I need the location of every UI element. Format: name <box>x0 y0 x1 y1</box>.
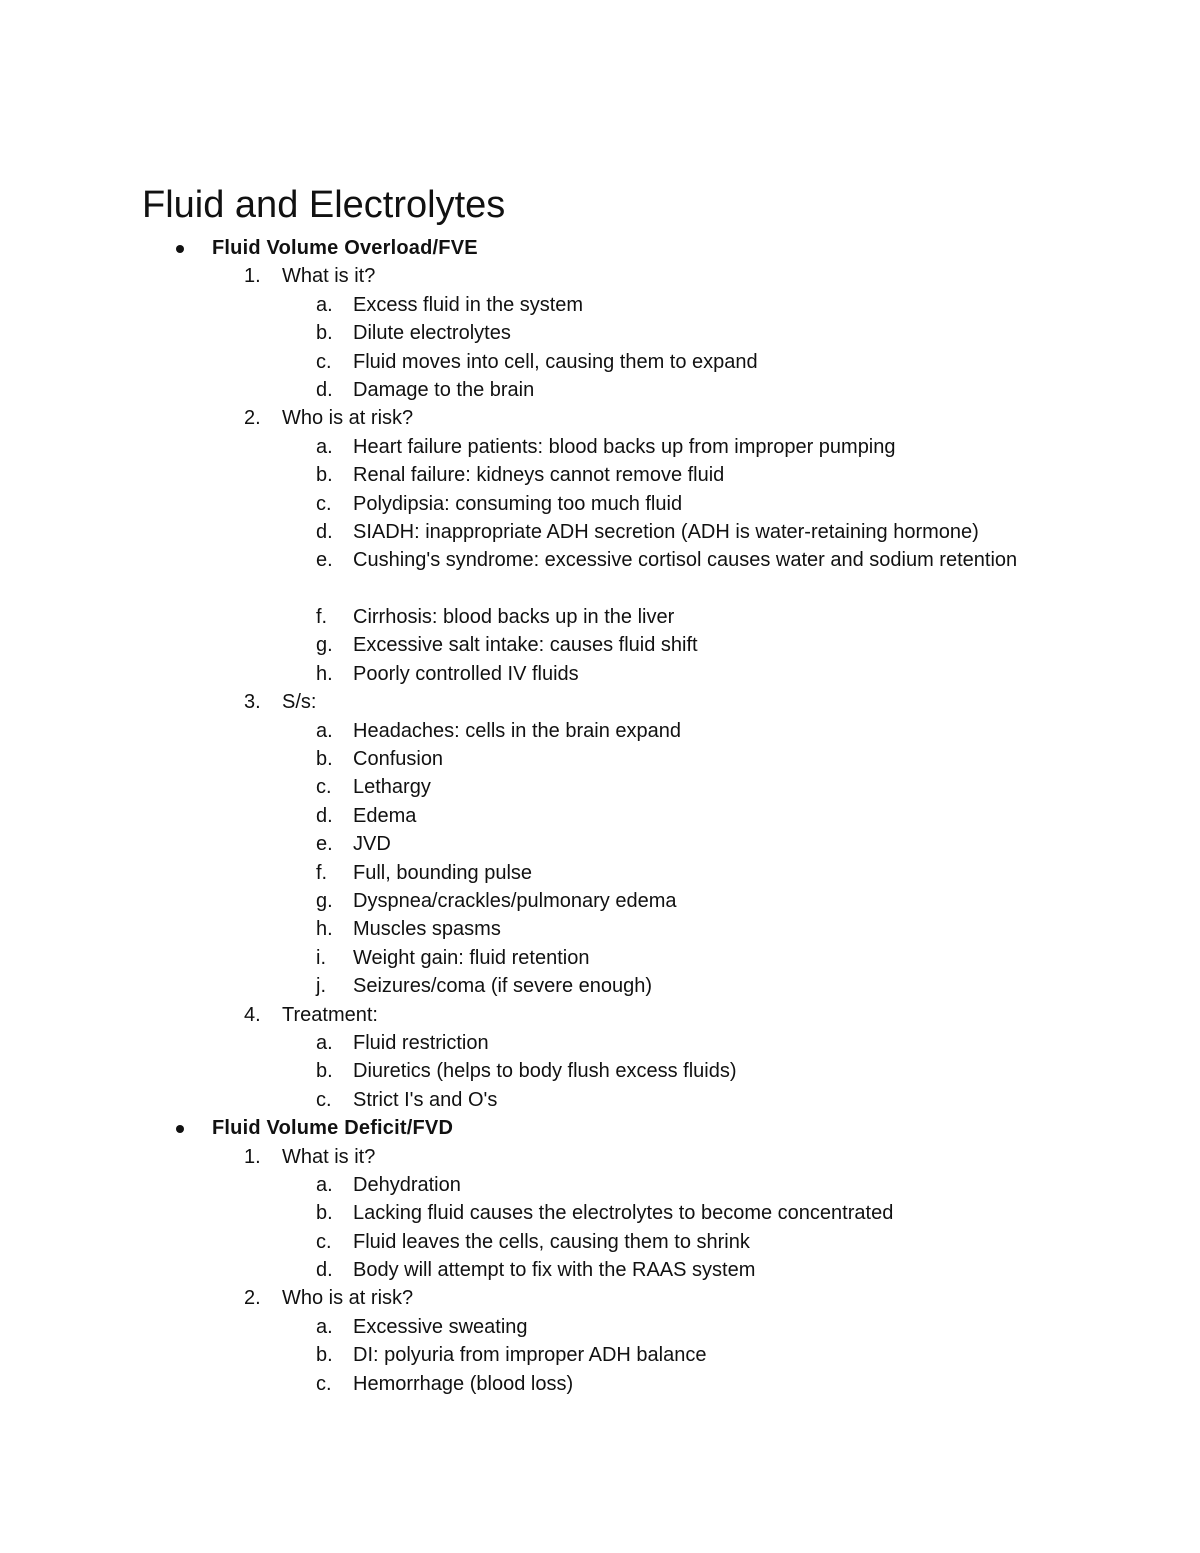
subitem-text: Dilute electrolytes <box>353 322 511 345</box>
subitem-letter: c. <box>316 1372 332 1395</box>
item-number: 1. <box>244 1145 261 1168</box>
lettered-subitem <box>0 1086 1200 1114</box>
subitem-letter: d. <box>316 520 333 543</box>
bullet-dot-icon <box>176 1125 184 1133</box>
subitem-letter: b. <box>316 748 333 771</box>
subitem-text: Renal failure: kidneys cannot remove fluid <box>353 464 725 487</box>
subitem-letter: c. <box>316 492 332 515</box>
item-label: Who is at risk? <box>282 407 414 430</box>
item-label: Treatment: <box>282 1003 378 1026</box>
subitem-letter: c. <box>316 1230 332 1253</box>
lettered-subitem <box>0 1171 1200 1199</box>
item-label: What is it? <box>282 1145 376 1168</box>
lettered-subitem <box>0 376 1200 404</box>
numbered-item <box>0 262 1200 290</box>
subitem-letter: e. <box>316 833 333 856</box>
lettered-subitem <box>0 1256 1200 1284</box>
subitem-text: Excessive salt intake: causes fluid shift <box>353 634 698 657</box>
subitem-text: Weight gain: fluid retention <box>353 946 590 969</box>
subitem-letter: a. <box>316 1173 333 1196</box>
lettered-subitem <box>0 972 1200 1000</box>
subitem-letter: d. <box>316 804 333 827</box>
subitem-letter: e. <box>316 549 333 572</box>
subitem-text: Polydipsia: consuming too much fluid <box>353 492 683 515</box>
subitem-text: SIADH: inappropriate ADH secretion (ADH is water-retaining hormone) <box>353 520 979 543</box>
subitem-text: Headaches: cells in the brain expand <box>353 719 681 742</box>
item-number: 1. <box>244 265 261 288</box>
lettered-subitem <box>0 1228 1200 1256</box>
lettered-subitem <box>0 490 1200 518</box>
subitem-letter: f. <box>316 861 328 884</box>
subitem-text: Excess fluid in the system <box>353 293 584 316</box>
subitem-letter: h. <box>316 918 333 941</box>
subitem-letter: f. <box>316 606 328 629</box>
subitem-letter: a. <box>316 1315 333 1338</box>
item-label: What is it? <box>282 265 376 288</box>
subitem-letter: c. <box>316 776 332 799</box>
subitem-letter: d. <box>316 1259 333 1282</box>
lettered-subitem <box>0 1057 1200 1085</box>
subitem-letter: a. <box>316 719 333 742</box>
lettered-subitem <box>0 631 1200 659</box>
subitem-letter: b. <box>316 1060 333 1083</box>
subitem-letter: a. <box>316 1031 333 1054</box>
subitem-text: DI: polyuria from improper ADH balance <box>353 1344 707 1367</box>
subitem-text: Diuretics (helps to body flush excess fluids) <box>353 1060 737 1083</box>
subitem-text: Confusion <box>353 748 444 771</box>
subitem-letter: b. <box>316 322 333 345</box>
lettered-subitem <box>0 433 1200 461</box>
subitem-letter: j. <box>316 975 326 998</box>
bullet-dot-icon <box>176 245 184 253</box>
lettered-subitem <box>0 859 1200 887</box>
subitem-letter: g. <box>316 634 333 657</box>
item-label: S/s: <box>282 691 317 714</box>
document-title: Fluid and Electrolytes <box>142 184 506 226</box>
lettered-subitem <box>0 546 1200 603</box>
lettered-subitem <box>0 887 1200 915</box>
item-number: 4. <box>244 1003 261 1026</box>
section-heading: Fluid Volume Deficit/FVD <box>212 1117 454 1140</box>
subitem-text: Hemorrhage (blood loss) <box>353 1372 574 1395</box>
subitem-text: Excessive sweating <box>353 1315 528 1338</box>
lettered-subitem <box>0 717 1200 745</box>
subitem-letter: c. <box>316 350 332 373</box>
lettered-subitem <box>0 745 1200 773</box>
subitem-text: Heart failure patients: blood backs up from improper pumping <box>353 435 896 458</box>
subitem-text: Fluid moves into cell, causing them to expand <box>353 350 758 373</box>
lettered-subitem <box>0 1313 1200 1341</box>
item-number: 2. <box>244 1287 261 1310</box>
section-heading-row <box>0 1114 1200 1142</box>
subitem-text: Full, bounding pulse <box>353 861 533 884</box>
lettered-subitem <box>0 944 1200 972</box>
subitem-letter: b. <box>316 1344 333 1367</box>
subitem-text: Fluid leaves the cells, causing them to shrink <box>353 1230 750 1253</box>
subitem-text: Fluid restriction <box>353 1031 489 1054</box>
subitem-letter: b. <box>316 464 333 487</box>
lettered-subitem <box>0 802 1200 830</box>
document-outline <box>0 234 1200 1398</box>
lettered-subitem <box>0 603 1200 631</box>
lettered-subitem <box>0 830 1200 858</box>
lettered-subitem <box>0 348 1200 376</box>
subitem-text: Body will attempt to fix with the RAAS system <box>353 1259 756 1282</box>
subitem-text: Strict I's and O's <box>353 1088 498 1111</box>
section-heading-row <box>0 234 1200 262</box>
subitem-letter: d. <box>316 378 333 401</box>
subitem-text: Edema <box>353 804 417 827</box>
subitem-letter: a. <box>316 293 333 316</box>
lettered-subitem <box>0 915 1200 943</box>
subitem-text: Dyspnea/crackles/pulmonary edema <box>353 890 677 912</box>
lettered-subitem <box>0 319 1200 347</box>
lettered-subitem <box>0 518 1200 546</box>
bullet-icon <box>176 245 188 253</box>
lettered-subitem <box>0 461 1200 489</box>
bullet-icon <box>176 1125 188 1133</box>
subitem-letter: c. <box>316 1088 332 1111</box>
subitem-text: Seizures/coma (if severe enough) <box>353 975 653 998</box>
subitem-text: JVD <box>353 833 391 856</box>
subitem-text: Poorly controlled IV fluids <box>353 662 579 685</box>
numbered-item <box>0 1001 1200 1029</box>
subitem-letter: g. <box>316 890 333 912</box>
lettered-subitem <box>0 1029 1200 1057</box>
lettered-subitem <box>0 1370 1200 1398</box>
subitem-letter: i. <box>316 946 326 969</box>
item-number: 2. <box>244 407 261 430</box>
subitem-letter: b. <box>316 1202 333 1225</box>
numbered-item <box>0 1284 1200 1312</box>
numbered-item <box>0 688 1200 716</box>
lettered-subitem <box>0 1199 1200 1227</box>
subitem-text: Damage to the brain <box>353 378 535 401</box>
lettered-subitem <box>0 291 1200 319</box>
item-label: Who is at risk? <box>282 1287 414 1310</box>
subitem-text: Dehydration <box>353 1173 461 1196</box>
subitem-text: Lacking fluid causes the electrolytes to become concentrated <box>353 1202 894 1225</box>
lettered-subitem <box>0 660 1200 688</box>
subitem-text: Muscles spasms <box>353 918 501 941</box>
subitem-text: Cushing's syndrome: excessive cortisol causes water and sodium retention <box>353 549 1018 572</box>
lettered-subitem <box>0 773 1200 801</box>
numbered-item <box>0 1143 1200 1171</box>
subitem-letter: a. <box>316 435 333 458</box>
subitem-letter: h. <box>316 662 333 685</box>
numbered-item <box>0 404 1200 432</box>
lettered-subitem <box>0 1341 1200 1369</box>
subitem-text: Cirrhosis: blood backs up in the liver <box>353 606 675 629</box>
subitem-text: Lethargy <box>353 776 431 799</box>
item-number: 3. <box>244 691 261 714</box>
section-heading: Fluid Volume Overload/FVE <box>212 237 478 259</box>
